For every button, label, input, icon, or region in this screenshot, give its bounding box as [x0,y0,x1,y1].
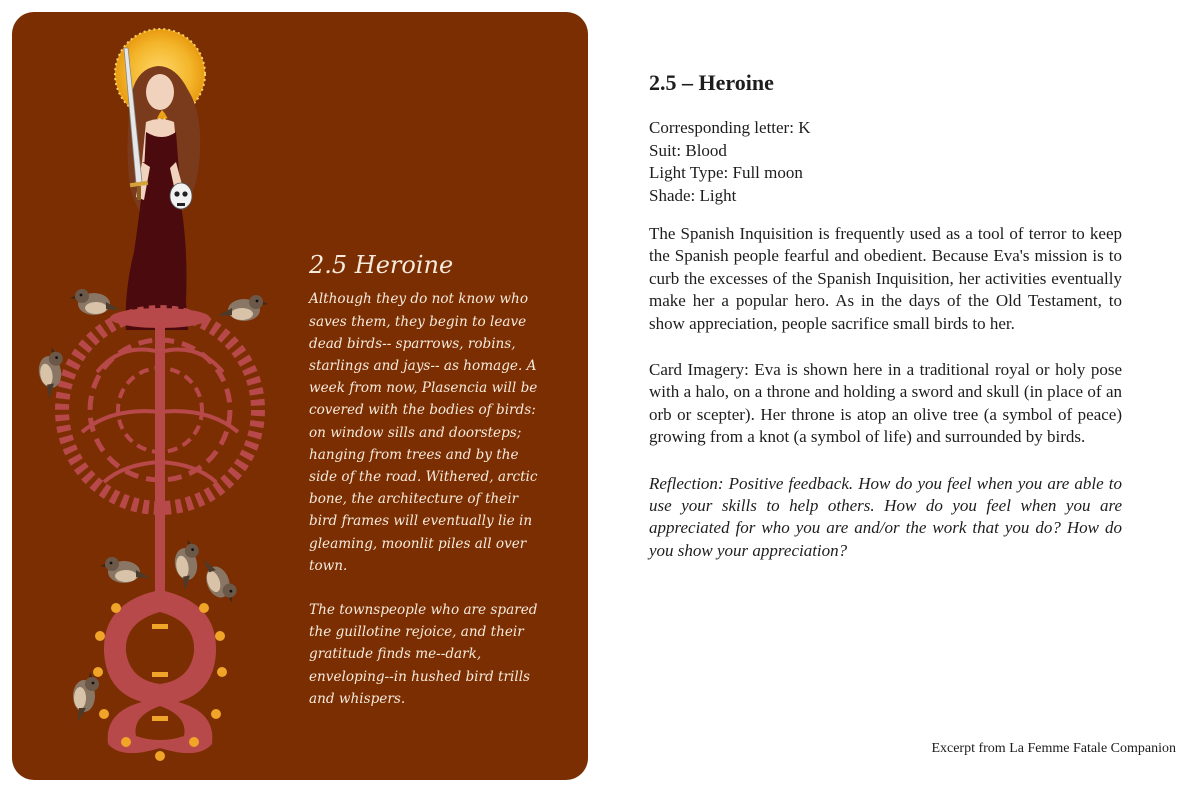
attribute-light-type: Light Type: Full moon [649,163,803,183]
attribute-shade: Shade: Light [649,185,737,205]
skull-icon [170,183,192,209]
tarot-card [12,12,588,780]
card-description [649,70,1122,586]
reflection-paragraph: Reflection: Positive feedback. How do you feel when you are able to use your skills to help others. How do you feel when you are appreciated for who you are and/or the work that you do? How do you show your appreciation? [649,473,1122,560]
card-paragraph: The townspeople who are spared the guillotine rejoice, and their gratitude finds me--dark, enveloping--in hushed bird trills and whispers. [309,602,538,707]
card-title: 2.5 Heroine [309,251,454,279]
page-title: 2.5 – Heroine [649,70,774,95]
description-paragraph: The Spanish Inquisition is frequently used as a tool of terror to keep the Spanish people fearful and obedient. Because Eva's mission is to curb the excesses of the Spanish Inquisition, her activities eventually make her a popular hero. As in the days of the Old Testament, to show appreciation, people sacrifice small birds to her. [649,224,1122,333]
imagery-paragraph: Card Imagery: Eva is shown here in a traditional royal or holy pose with a halo, on a throne and holding a sword and skull (in place of an orb or scepter). Her throne is atop an olive tree (a symbol of peace) growing from a knot (a symbol of life) and surrounded by birds. [649,360,1122,447]
card-body [309,288,545,710]
attribute-letter: Corresponding letter: K [649,118,811,138]
card-paragraph: Although they do not know who saves them, they begin to leave dead birds-- sparrows, robins, starlings and jays-- as homage. A week from now, Plasencia will be covered with the bodies of birds: on window sills and doorsteps; hanging from trees and by the side of the road. Withered, arctic bone, the architecture of their bird frames will eventually lie in gleaming, moonlit piles all over town. [309,291,538,574]
source-footer: Excerpt from La Femme Fatale Companion [931,741,1176,756]
card-text [309,252,545,732]
card-attributes [649,117,1122,207]
attribute-suit: Suit: Blood [649,140,727,160]
